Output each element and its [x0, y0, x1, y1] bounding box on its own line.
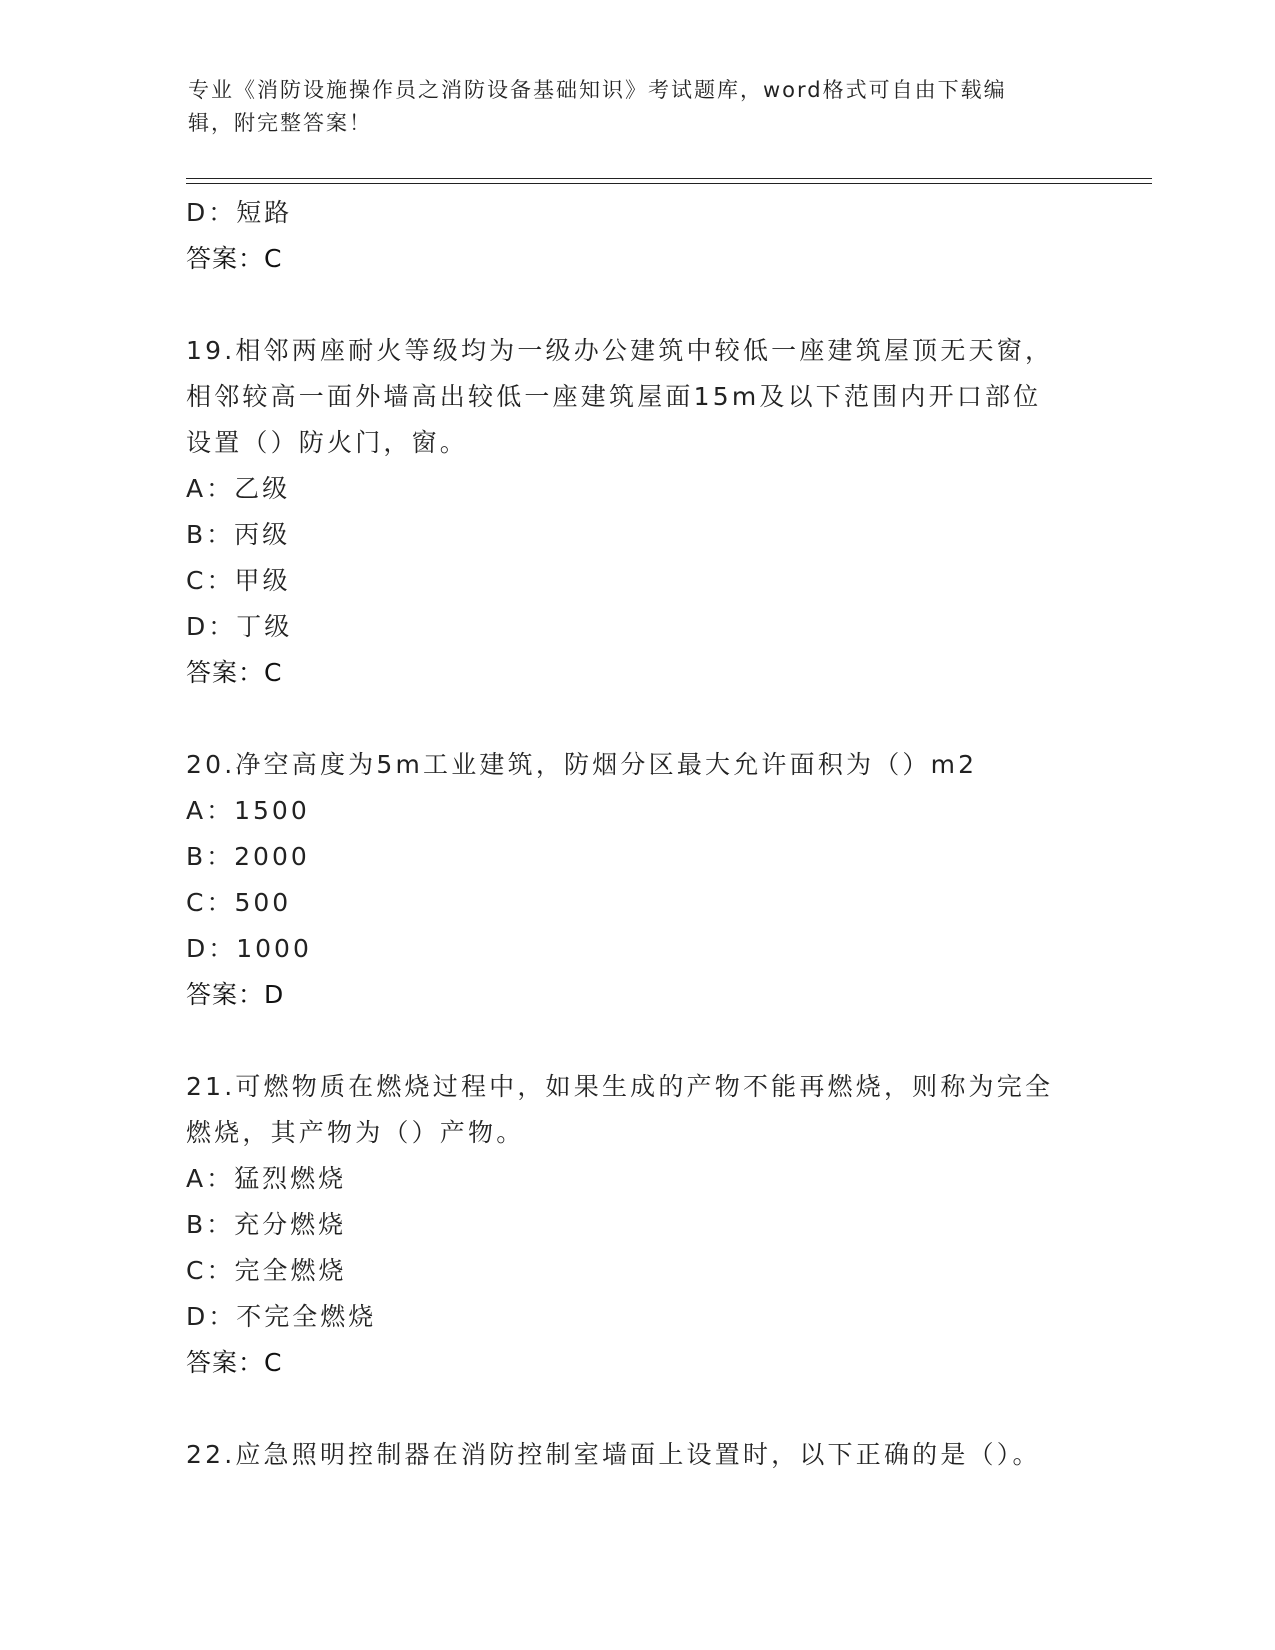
option-d: D：丁级 [186, 612, 293, 641]
prev-option-d: D：短路 [186, 198, 293, 227]
answer: 答案：C [186, 1348, 283, 1377]
option-b: B：充分燃烧 [186, 1210, 347, 1239]
option-d: D：不完全燃烧 [186, 1302, 377, 1331]
question-text [186, 1064, 1086, 1156]
option-a: A：猛烈燃烧 [186, 1164, 347, 1193]
question-text-line: 19.相邻两座耐火等级均为一级办公建筑中较低一座建筑屋顶无天窗， [186, 336, 1054, 365]
question-text-line: 燃烧，其产物为（）产物。 [186, 1118, 525, 1147]
option-a: A：乙级 [186, 474, 291, 503]
spacer [186, 282, 1086, 328]
header-line-2: 辑，附完整答案！ [188, 111, 372, 135]
option-c: C：500 [186, 888, 292, 917]
option-b: B：2000 [186, 842, 310, 871]
question-22 [186, 1432, 1086, 1478]
question-text [186, 742, 1086, 788]
spacer [186, 1386, 1086, 1432]
answer: 答案：D [186, 980, 285, 1009]
option-b: B：丙级 [186, 520, 291, 549]
question-text-line: 相邻较高一面外墙高出较低一座建筑屋面15m及以下范围内开口部位 [186, 382, 1042, 411]
header-divider-bottom [186, 183, 1152, 184]
spacer [186, 696, 1086, 742]
question-19 [186, 328, 1086, 696]
answer: 答案：C [186, 658, 283, 687]
option-d: D：1000 [186, 934, 312, 963]
prev-answer: 答案：C [186, 244, 283, 273]
question-text-line: 设置（）防火门，窗。 [186, 428, 469, 457]
question-text [186, 328, 1086, 466]
question-text [186, 1432, 1086, 1478]
option-c: C：完全燃烧 [186, 1256, 347, 1285]
spacer [186, 1018, 1086, 1064]
question-21 [186, 1064, 1086, 1386]
question-text-line: 21.可燃物质在燃烧过程中，如果生成的产物不能再燃烧，则称为完全 [186, 1072, 1054, 1101]
question-20 [186, 742, 1086, 1018]
document-header [188, 74, 1068, 140]
header-divider-top [186, 178, 1152, 179]
option-a: A：1500 [186, 796, 310, 825]
header-line-1: 专业《消防设施操作员之消防设备基础知识》考试题库，word格式可自由下载编 [188, 78, 1007, 102]
question-content [186, 190, 1086, 1478]
option-c: C：甲级 [186, 566, 291, 595]
question-text-line: 22.应急照明控制器在消防控制室墙面上设置时，以下正确的是（）。 [186, 1440, 1041, 1469]
question-text-line: 20.净空高度为5m工业建筑，防烟分区最大允许面积为（）m2 [186, 750, 978, 779]
